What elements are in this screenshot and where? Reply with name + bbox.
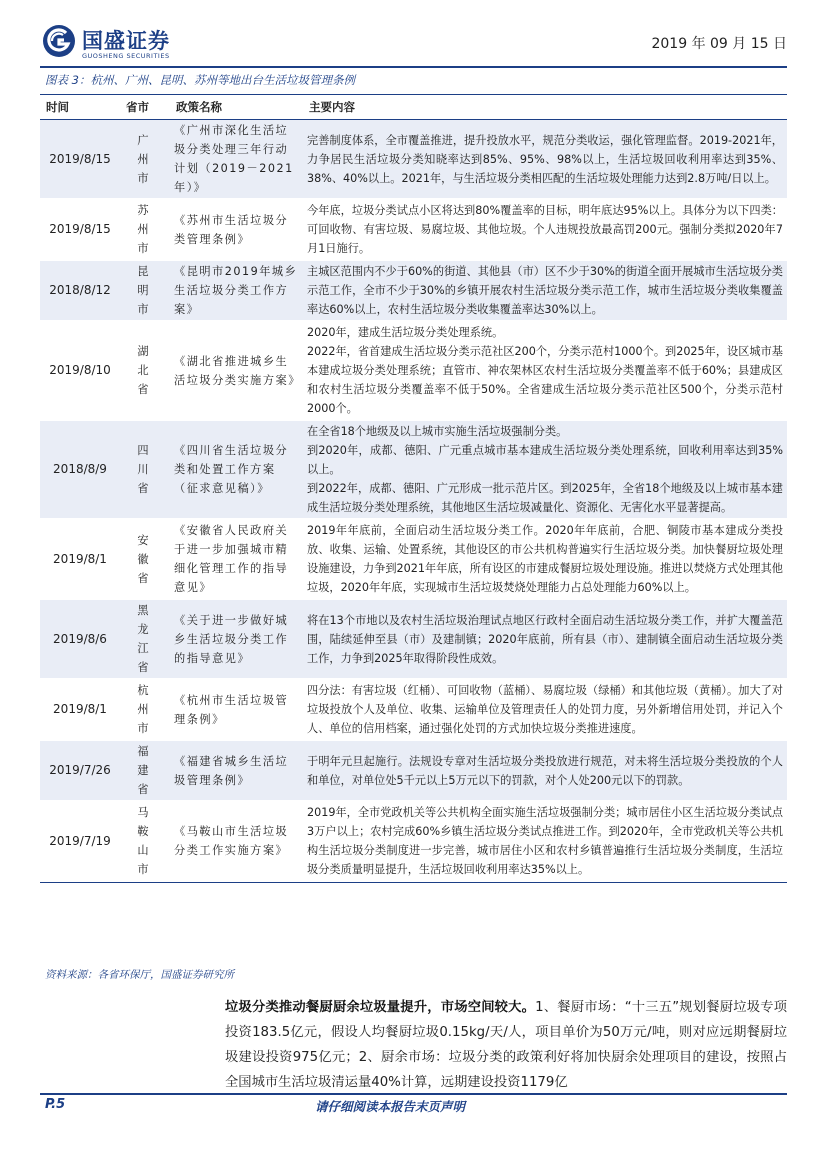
row-content: 四分法：有害垃圾（红桶）、可回收物（蓝桶）、易腐垃圾（绿桶）和其他垃圾（黄桶）。加大了对垃圾投放个人及单位、收集、运输单位及管理责任人的处罚力度，另外新增信用处罚，并记入个人、单位的信用档案，通过强化处罚的方式加快垃圾分类推进速度。: [303, 679, 787, 740]
table-row: [40, 801, 787, 881]
row-policy: 《四川省生活垃圾分类和处置工作方案（征求意见稿）》: [170, 420, 303, 519]
header-divider: [40, 66, 787, 68]
row-policy: 《杭州市生活垃圾管理条例》: [170, 679, 303, 740]
row-province: 昆明市: [120, 260, 170, 321]
row-policy: 《马鞍山市生活垃圾分类工作实施方案》: [170, 801, 303, 881]
logo-subtitle: GUOSHENG SECURITIES: [82, 52, 170, 60]
logo-mark-icon: [42, 24, 76, 58]
table-source: 资料来源：各省环保厅，国盛证券研究所: [45, 969, 234, 981]
row-province: 广州市: [120, 120, 170, 200]
row-content: 2020年，建成生活垃圾分类处理系统。 2022年，省首建成生活垃圾分类示范社区200个，分类示范村1000个。到2025年，设区城市基本建成垃圾分类处理系统；直管市、神农架林区农村生活垃圾分类覆盖率不低于60%；县建成区和农村生活垃圾分类覆盖率不低于50%。全省建成生活垃圾分类示范社区500个，分类示范村2000个。: [303, 321, 787, 420]
table-bottom-rule: [40, 882, 787, 883]
table-row: [40, 420, 787, 519]
row-province: 四川省: [120, 420, 170, 519]
row-policy: 《关于进一步做好城乡生活垃圾分类工作的指导意见》: [170, 599, 303, 679]
row-date: 2018/8/9: [40, 420, 120, 519]
table-row: [40, 321, 787, 420]
row-policy: 《苏州市生活垃圾分类管理条例》: [170, 199, 303, 260]
table-row: [40, 260, 787, 321]
paragraph-lead: 垃圾分类推动餐厨厨余垃圾量提升，市场空间较大。: [225, 1000, 536, 1015]
row-province: 杭州市: [120, 679, 170, 740]
row-policy: 《昆明市2019年城乡生活垃圾分类工作方案》: [170, 260, 303, 321]
row-province: 苏州市: [120, 199, 170, 260]
row-province: 黑龙江省: [120, 599, 170, 679]
row-province: 湖北省: [120, 321, 170, 420]
row-policy: 《安徽省人民政府关于进一步加强城市精细化管理工作的指导意见》: [170, 519, 303, 599]
row-date: 2018/8/12: [40, 260, 120, 321]
table-row: [40, 679, 787, 740]
table-row: [40, 740, 787, 801]
row-policy: 《广州市深化生活垃圾分类处理三年行动计划（2019－2021年）》: [170, 120, 303, 200]
row-content: 完善制度体系，全市覆盖推进，提升投放水平，规范分类收运，强化管理监督。2019-2021年，力争居民生活垃圾分类知晓率达到85%、95%、98%以上，生活垃圾回收利用率达到35%、38%、40%以上。2021年，与生活垃圾分类相匹配的生活垃圾处理能力达到2.8万吨/日以上。: [303, 120, 787, 200]
row-date: 2019/7/19: [40, 801, 120, 881]
row-date: 2019/8/6: [40, 599, 120, 679]
report-date: 2019 年 09 月 15 日: [651, 36, 787, 52]
row-date: 2019/8/15: [40, 199, 120, 260]
page-number: P.5: [45, 1097, 66, 1112]
header-content: 主要内容: [303, 95, 787, 120]
row-province: 福建省: [120, 740, 170, 801]
logo-name: 国盛证券: [82, 29, 170, 53]
row-content: 今年底，垃圾分类试点小区将达到80%覆盖率的目标，明年底达95%以上。具体分为以下四类：可回收物、有害垃圾、易腐垃圾、其他垃圾。个人违规投放最高罚200元。强制分类拟2020年7月1日施行。: [303, 199, 787, 260]
policy-table: [40, 94, 787, 882]
table-row: [40, 120, 787, 200]
row-date: 2019/7/26: [40, 740, 120, 801]
header-policy: 政策名称: [170, 95, 303, 120]
paragraph-body: 1、餐厨市场：“十三五”规划餐厨垃圾专项投资183.5亿元，假设人均餐厨垃圾0.15kg/天/人，项目单价为50万元/吨，则对应远期餐厨垃圾建设投资975亿元；2、厨余市场：垃圾分类的政策利好将加快厨余处理项目的建设，按照占全国城市生活垃圾清运量40%计算，远期建设投资1179亿: [225, 1000, 787, 1090]
row-policy: 《湖北省推进城乡生活垃圾分类实施方案》: [170, 321, 303, 420]
row-content: 2019年，全市党政机关等公共机构全面实施生活垃圾强制分类；城市居住小区生活垃圾分类试点3万户以上；农村完成60%乡镇生活垃圾分类试点推进工作。到2020年，全市党政机关等公共机构生活垃圾分类制度进一步完善，城市居住小区和农村乡镇普遍推行生活垃圾分类制度，生活垃圾分类质量明显提升，生活垃圾回收利用率达35%以上。: [303, 801, 787, 881]
logo: [42, 24, 202, 64]
row-date: 2019/8/15: [40, 120, 120, 200]
footer-disclaimer: 请仔细阅读本报告末页声明: [315, 1099, 466, 1114]
row-content: 于明年元旦起施行。法规设专章对生活垃圾分类投放进行规范，对未将生活垃圾分类投放的个人和单位，对单位处5千元以上5万元以下的罚款，对个人处200元以下的罚款。: [303, 740, 787, 801]
figure-title: 图表 3：杭州、广州、昆明、苏州等地出台生活垃圾管理条例: [45, 73, 355, 87]
footer-divider: [40, 1093, 787, 1095]
row-policy: 《福建省城乡生活垃圾管理条例》: [170, 740, 303, 801]
body-paragraph: [225, 995, 787, 1095]
row-province: 安徽省: [120, 519, 170, 599]
row-date: 2019/8/10: [40, 321, 120, 420]
row-content: 主城区范围内不少于60%的街道、其他县（市）区不少于30%的街道全面开展城市生活垃圾分类示范工作，全市不少于30%的乡镇开展农村生活垃圾分类示范工作，城市生活垃圾分类收集覆盖率达60%以上，农村生活垃圾分类收集覆盖率达30%以上。: [303, 260, 787, 321]
table-row: [40, 599, 787, 679]
row-content: 将在13个市地以及农村生活垃圾治理试点地区行政村全面启动生活垃圾分类工作，并扩大覆盖范围，陆续延伸至县（市）及建制镇；2020年底前，所有县（市）、建制镇全面启动生活垃圾分类工作，力争到2025年取得阶段性成效。: [303, 599, 787, 679]
row-date: 2019/8/1: [40, 519, 120, 599]
header-date: 时间: [40, 95, 120, 120]
table-header-row: [40, 95, 787, 120]
page-header: [40, 20, 787, 64]
row-content: 2019年年底前，全面启动生活垃圾分类工作。2020年年底前，合肥、铜陵市基本建成分类投放、收集、运输、处置系统，其他设区的市公共机构普遍实行生活垃圾分类。加快餐厨垃圾处理设施建设，力争到2021年年底，所有设区的市建成餐厨垃圾处理设施。推进以焚烧方式处理其他垃圾，2020年年底，实现城市生活垃圾焚烧处理能力占总处理能力60%以上。: [303, 519, 787, 599]
row-content: 在全省18个地级及以上城市实施生活垃圾强制分类。 到2020年，成都、德阳、广元重点城市基本建成生活垃圾分类处理系统，回收利用率达到35%以上。 到2022年，成都、德阳、广元形成一批示范片区。到2025年，全省18个地级及以上城市基本建成生活垃圾分类处理系统，其他地区生活垃圾减量化、资源化、无害化水平显著提高。: [303, 420, 787, 519]
table-row: [40, 199, 787, 260]
row-province: 马鞍山市: [120, 801, 170, 881]
table-row: [40, 519, 787, 599]
header-province: 省市: [120, 95, 170, 120]
row-date: 2019/8/1: [40, 679, 120, 740]
